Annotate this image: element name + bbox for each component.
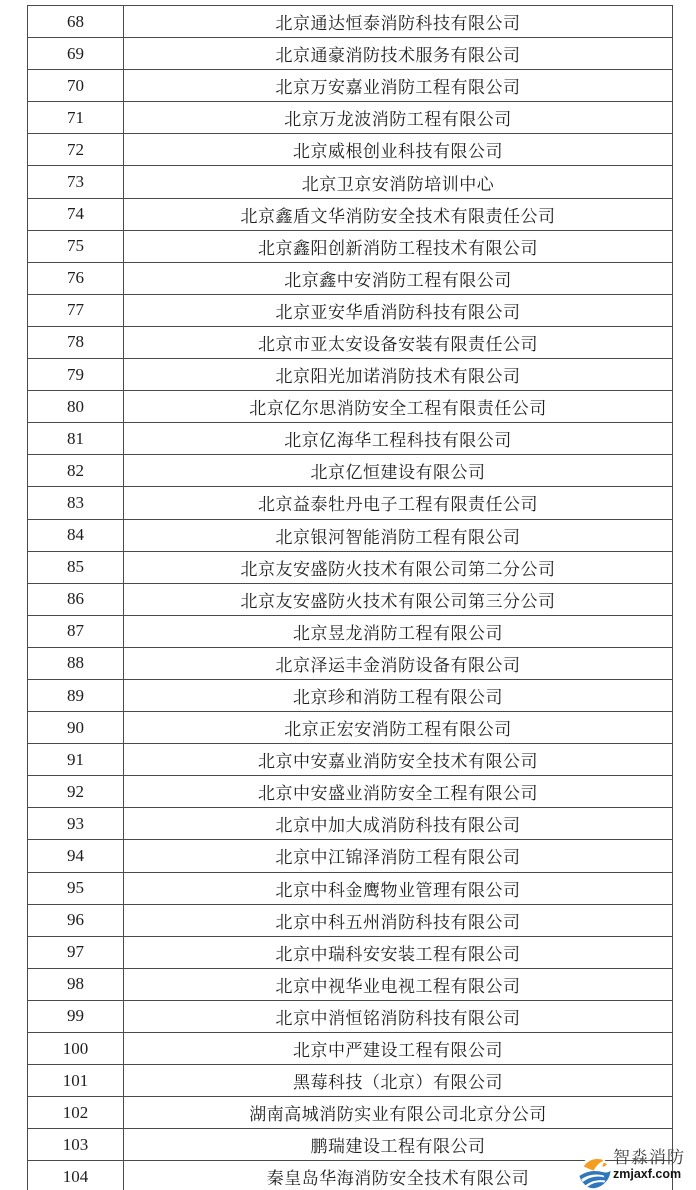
table-row [27,840,673,872]
table-row [27,423,673,455]
company-name-cell: 北京正宏安消防工程有限公司 [123,712,673,743]
row-number-cell: 80 [27,391,123,422]
company-name-cell: 北京银河智能消防工程有限公司 [123,520,673,551]
row-number-cell: 75 [27,231,123,262]
company-name-cell: 秦皇岛华海消防安全技术有限公司 [123,1161,673,1190]
company-name-cell: 北京友安盛防火技术有限公司第三分公司 [123,584,673,615]
table-row [27,712,673,744]
row-number-cell: 86 [27,584,123,615]
table-row [27,263,673,295]
row-number-cell: 74 [27,199,123,230]
company-name-cell: 北京通豪消防技术服务有限公司 [123,38,673,69]
table-row [27,905,673,937]
row-number-cell: 69 [27,38,123,69]
row-number-cell: 70 [27,70,123,101]
table-row [27,744,673,776]
company-name-cell: 北京市亚太安设备安装有限责任公司 [123,327,673,358]
company-name-cell: 北京中瑞科安安装工程有限公司 [123,937,673,968]
company-name-cell: 北京中安盛业消防安全工程有限公司 [123,776,673,807]
table-row [27,937,673,969]
company-name-cell: 北京阳光加诺消防技术有限公司 [123,359,673,390]
row-number-cell: 99 [27,1001,123,1032]
zhimiao-logo-icon [578,1156,612,1190]
company-name-cell: 北京鑫盾文华消防安全技术有限责任公司 [123,199,673,230]
row-number-cell: 104 [27,1161,123,1190]
row-number-cell: 81 [27,423,123,454]
row-number-cell: 78 [27,327,123,358]
row-number-cell: 89 [27,680,123,711]
row-number-cell: 93 [27,808,123,839]
row-number-cell: 68 [27,6,123,37]
company-name-cell: 北京中科五州消防科技有限公司 [123,905,673,936]
row-number-cell: 77 [27,295,123,326]
row-number-cell: 90 [27,712,123,743]
table-row [27,6,673,38]
row-number-cell: 85 [27,552,123,583]
table-row [27,1097,673,1129]
table-row [27,808,673,840]
row-number-cell: 97 [27,937,123,968]
table-row [27,231,673,263]
table-row [27,455,673,487]
row-number-cell: 79 [27,359,123,390]
company-name-cell: 北京亿海华工程科技有限公司 [123,423,673,454]
company-name-cell: 北京万龙波消防工程有限公司 [123,102,673,133]
row-number-cell: 87 [27,616,123,647]
company-name-cell: 北京珍和消防工程有限公司 [123,680,673,711]
company-name-cell: 北京亚安华盾消防科技有限公司 [123,295,673,326]
row-number-cell: 83 [27,487,123,518]
company-name-cell: 北京泽运丰金消防设备有限公司 [123,648,673,679]
table-row [27,969,673,1001]
watermark [576,1147,696,1190]
row-number-cell: 100 [27,1033,123,1064]
company-name-cell: 北京卫京安消防培训中心 [123,166,673,197]
table-row [27,1065,673,1097]
watermark-brand: 智淼消防 [613,1148,685,1167]
row-number-cell: 101 [27,1065,123,1096]
company-table [27,5,673,1190]
row-number-cell: 98 [27,969,123,1000]
table-row [27,134,673,166]
table-row [27,391,673,423]
table-row [27,38,673,70]
table-row [27,70,673,102]
table-row [27,327,673,359]
row-number-cell: 96 [27,905,123,936]
company-name-cell: 北京中严建设工程有限公司 [123,1033,673,1064]
table-row [27,102,673,134]
company-name-cell: 黑莓科技（北京）有限公司 [123,1065,673,1096]
row-number-cell: 92 [27,776,123,807]
table-row [27,776,673,808]
row-number-cell: 103 [27,1129,123,1160]
table-row [27,520,673,552]
company-name-cell: 北京中消恒铭消防科技有限公司 [123,1001,673,1032]
table-row [27,199,673,231]
row-number-cell: 84 [27,520,123,551]
company-name-cell: 北京中江锦泽消防工程有限公司 [123,840,673,871]
row-number-cell: 82 [27,455,123,486]
table-row [27,295,673,327]
company-name-cell: 湖南高城消防实业有限公司北京分公司 [123,1097,673,1128]
row-number-cell: 91 [27,744,123,775]
table-row [27,616,673,648]
company-name-cell: 北京亿尔思消防安全工程有限责任公司 [123,391,673,422]
company-name-cell: 北京鑫中安消防工程有限公司 [123,263,673,294]
company-name-cell: 北京益泰牡丹电子工程有限责任公司 [123,487,673,518]
table-row [27,648,673,680]
company-name-cell: 北京鑫阳创新消防工程技术有限公司 [123,231,673,262]
watermark-site: zmjaxf.com [613,1167,682,1181]
table-row [27,1033,673,1065]
table-row [27,552,673,584]
company-name-cell: 北京通达恒泰消防科技有限公司 [123,6,673,37]
row-number-cell: 95 [27,873,123,904]
company-name-cell: 北京昱龙消防工程有限公司 [123,616,673,647]
table-row [27,166,673,198]
table-row [27,487,673,519]
company-name-cell: 北京中科金鹰物业管理有限公司 [123,873,673,904]
company-name-cell: 北京友安盛防火技术有限公司第二分公司 [123,552,673,583]
row-number-cell: 88 [27,648,123,679]
row-number-cell: 102 [27,1097,123,1128]
table-row [27,359,673,391]
company-name-cell: 鹏瑞建设工程有限公司 [123,1129,673,1160]
company-name-cell: 北京亿恒建设有限公司 [123,455,673,486]
company-name-cell: 北京威根创业科技有限公司 [123,134,673,165]
row-number-cell: 73 [27,166,123,197]
company-name-cell: 北京中加大成消防科技有限公司 [123,808,673,839]
row-number-cell: 76 [27,263,123,294]
company-name-cell: 北京中视华业电视工程有限公司 [123,969,673,1000]
table-row [27,873,673,905]
row-number-cell: 71 [27,102,123,133]
row-number-cell: 94 [27,840,123,871]
row-number-cell: 72 [27,134,123,165]
table-row [27,584,673,616]
company-name-cell: 北京万安嘉业消防工程有限公司 [123,70,673,101]
table-row [27,1001,673,1033]
company-name-cell: 北京中安嘉业消防安全技术有限公司 [123,744,673,775]
table-row [27,680,673,712]
watermark-text [613,1148,685,1181]
